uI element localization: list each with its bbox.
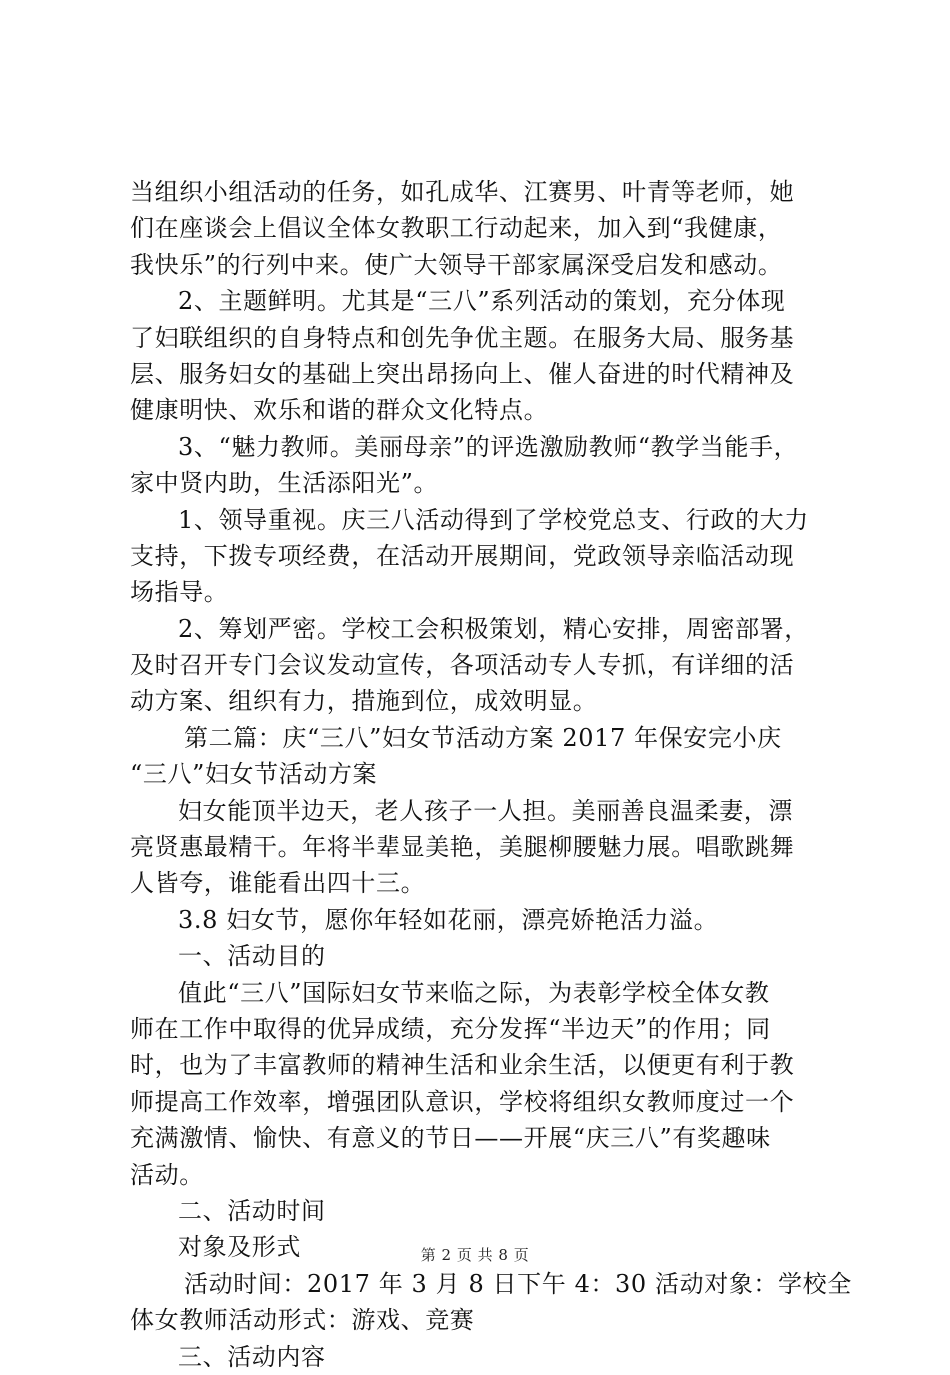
paragraph-start: 值此“三八”国际妇女节来临之际，为表彰学校全体女教 (178, 978, 770, 1007)
subheading: 一、活动目的 (178, 942, 326, 971)
text-line: 健康明快、欢乐和谐的群众文化特点。 (130, 396, 549, 425)
page-footer: 第 2 页 共 8 页 (420, 1246, 530, 1264)
text-line: 人皆夸，谁能看出四十三。 (130, 869, 426, 898)
paragraph-start: 3、“魅力教师。美丽母亲”的评选激励教师“教学当能手， (178, 432, 799, 461)
paragraph-start: 1、领导重视。庆三八活动得到了学校党总支、行政的大力 (178, 505, 809, 534)
text-line: 动方案、组织有力，措施到位，成效明显。 (130, 687, 598, 716)
paragraph-start: 妇女能顶半边天，老人孩子一人担。美丽善良温柔妻，漂 (178, 796, 793, 825)
text-line: 时，也为了丰富教师的精神生活和业余生活，以便更有利于教 (130, 1051, 795, 1080)
text-line: 体女教师活动形式：游戏、竞赛 (130, 1306, 475, 1335)
text-line: 我快乐”的行列中来。使广大领导干部家属深受启发和感动。 (130, 250, 783, 279)
subheading: 二、活动时间 (178, 1196, 326, 1225)
text-line: 当组织小组活动的任务，如孔成华、江赛男、叶青等老师，她 (130, 178, 795, 206)
paragraph-start: 2、筹划严密。学校工会积极策划，精心安排，周密部署， (178, 614, 809, 643)
text-line: 及时召开专门会议发动宣传，各项活动专人专抓，有详细的活 (130, 651, 795, 680)
text-line: 支持，下拨专项经费，在活动开展期间，党政领导亲临活动现 (130, 541, 795, 570)
paragraph-start: 2、主题鲜明。尤其是“三八”系列活动的策划，充分体现 (178, 287, 786, 316)
text-line: 场指导。 (130, 578, 229, 607)
subheading: 对象及形式 (178, 1233, 301, 1262)
text-line: 了妇联组织的自身特点和创先争优主题。在服务大局、服务基 (130, 323, 795, 352)
text-line: 亮贤惠最精干。年将半辈显美艳，美腿柳腰魅力展。唱歌跳舞 (130, 833, 795, 862)
subheading: 三、活动内容 (178, 1342, 326, 1371)
text-line: 家中贤内助，生活添阳光”。 (130, 469, 439, 498)
text-line: 们在座谈会上倡议全体女教职工行动起来，加入到“我健康， (130, 214, 783, 243)
text-line: 活动。 (130, 1160, 204, 1189)
section-heading-cont: “三八”妇女节活动方案 (130, 760, 378, 789)
text-line: 师提高工作效率，增强团队意识，学校将组织女教师度过一个 (130, 1087, 795, 1116)
paragraph-start: 活动时间：2017 年 3 月 8 日下午 4：30 活动对象：学校全 (184, 1269, 852, 1298)
document-body (130, 174, 852, 1375)
text-line: 师在工作中取得的优异成绩，充分发挥“半边天”的作用；同 (130, 1014, 771, 1043)
text-line: 层、服务妇女的基础上突出昂扬向上、催人奋进的时代精神及 (130, 359, 795, 388)
section-heading: 第二篇：庆“三八”妇女节活动方案 2017 年保安完小庆 (184, 723, 782, 752)
text-line: 充满激情、愉快、有意义的节日——开展“庆三八”有奖趣味 (130, 1124, 771, 1153)
paragraph-start: 3.8 妇女节，愿你年轻如花丽，漂亮娇艳活力溢。 (178, 905, 719, 934)
